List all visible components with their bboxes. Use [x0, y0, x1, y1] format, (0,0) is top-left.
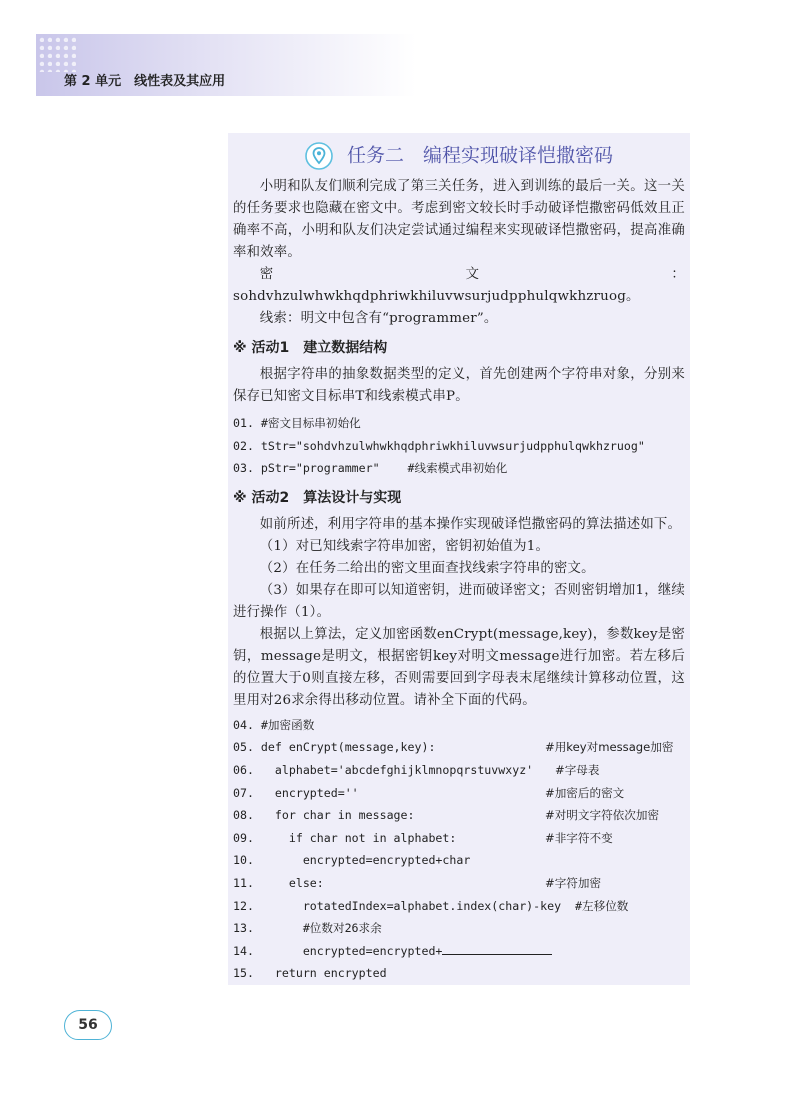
activity1-paragraph: 根据字符串的抽象数据类型的定义，首先创建两个字符串对象，分别来保存已知密文目标串T和线索模式串P。	[233, 367, 685, 404]
activity2-heading: ※ 活动2 算法设计与实现	[233, 489, 402, 506]
location-pin-icon	[305, 142, 333, 170]
code-line: 11. else: #字符加密	[233, 872, 685, 895]
code-line: 08. for char in message: #对明文字符依次加密	[233, 804, 685, 827]
fill-in-blank	[442, 940, 552, 955]
code-line: 10. encrypted=encrypted+char	[233, 853, 471, 868]
function-description: 根据以上算法，定义加密函数enCrypt(message,key)，参数key是密钥，message是明文，根据密钥key对明文message进行加密。若左移后的位置大于0则直接左移，否则需要回到字母表末尾继续计算移动位置，这里用对26求余得出移动位置。请补全下面的代码。	[233, 626, 685, 708]
activity1-heading: ※ 活动1 建立数据结构	[233, 340, 388, 356]
code-comment: #加密后的密文	[545, 785, 625, 800]
page-number: 56	[78, 1017, 98, 1033]
task-content	[233, 140, 685, 985]
code-line: 01. #密文目标串初始化	[233, 416, 361, 430]
code-line: 15. return encrypted	[233, 966, 387, 981]
algorithm-step-2: （2）在任务二给出的密文里面查找线索字符串的密文。	[259, 560, 595, 576]
code-line: 09. if char not in alphabet: #非字符不变	[233, 827, 685, 850]
code-block-1	[233, 412, 685, 480]
code-comment: #非字符不变	[545, 830, 613, 845]
unit-title: 第 2 单元 线性表及其应用	[64, 74, 226, 89]
header-decoration	[36, 34, 76, 72]
code-comment: #对明文字符依次加密	[545, 808, 660, 823]
intro-paragraph: 小明和队友们顺利完成了第三关任务，进入到训练的最后一关。这一关的任务要求也隐藏在密文中。考虑到密文较长时手动破译恺撒密码低效且正确率不高，小明和队友们决定尝试通过编程来实现破译恺撒密码，提高准确率和效率。	[233, 179, 685, 260]
code-line: 03. pStr="programmer" #线索模式串初始化	[233, 461, 508, 476]
code-line: 14. encrypted=encrypted+	[233, 940, 685, 963]
code-block-2	[233, 714, 685, 985]
algorithm-step-3: （3）如果存在即可以知道密钥，进而破译密文；否则密钥增加1，继续进行操作（1）。	[233, 582, 685, 620]
clue-text: 线索：明文中包含有“programmer”。	[259, 311, 498, 326]
task-title-text: 任务二 编程实现破译恺撒密码	[347, 144, 614, 167]
code-line: 12. rotatedIndex=alphabet.index(char)-key #左移位数	[233, 898, 629, 913]
code-line: 13. #位数对26求余	[233, 921, 382, 936]
cipher-text: 密文：sohdvhzulwhwkhqdphriwkhiluvwsurjudpphulqwkhzruog。	[233, 267, 685, 304]
code-comment: #字符加密	[545, 875, 602, 890]
algorithm-step-1: （1）对已知线索字符串加密，密钥初始值为1。	[259, 538, 550, 554]
code-line: 06. alphabet='abcdefghijklmnopqrstuvwxyz' #字母表	[233, 759, 685, 782]
code-line: 05. def enCrypt(message,key): #用key对message加密	[233, 736, 685, 759]
code-line: 04. #加密函数	[233, 717, 315, 732]
page-number-badge	[64, 1010, 112, 1040]
code-comment: #字母表	[555, 762, 600, 777]
code-line: 02. tStr="sohdvhzulwhwkhqdphriwkhiluvwsurjudpphulqwkhzruog"	[233, 438, 645, 453]
task-title	[233, 140, 685, 170]
code-comment: #用key对message加密	[545, 740, 674, 755]
code-line: 07. encrypted='' #加密后的密文	[233, 782, 685, 805]
activity2-paragraph: 如前所述，利用字符串的基本操作实现破译恺撒密码的算法描述如下。	[259, 516, 682, 532]
